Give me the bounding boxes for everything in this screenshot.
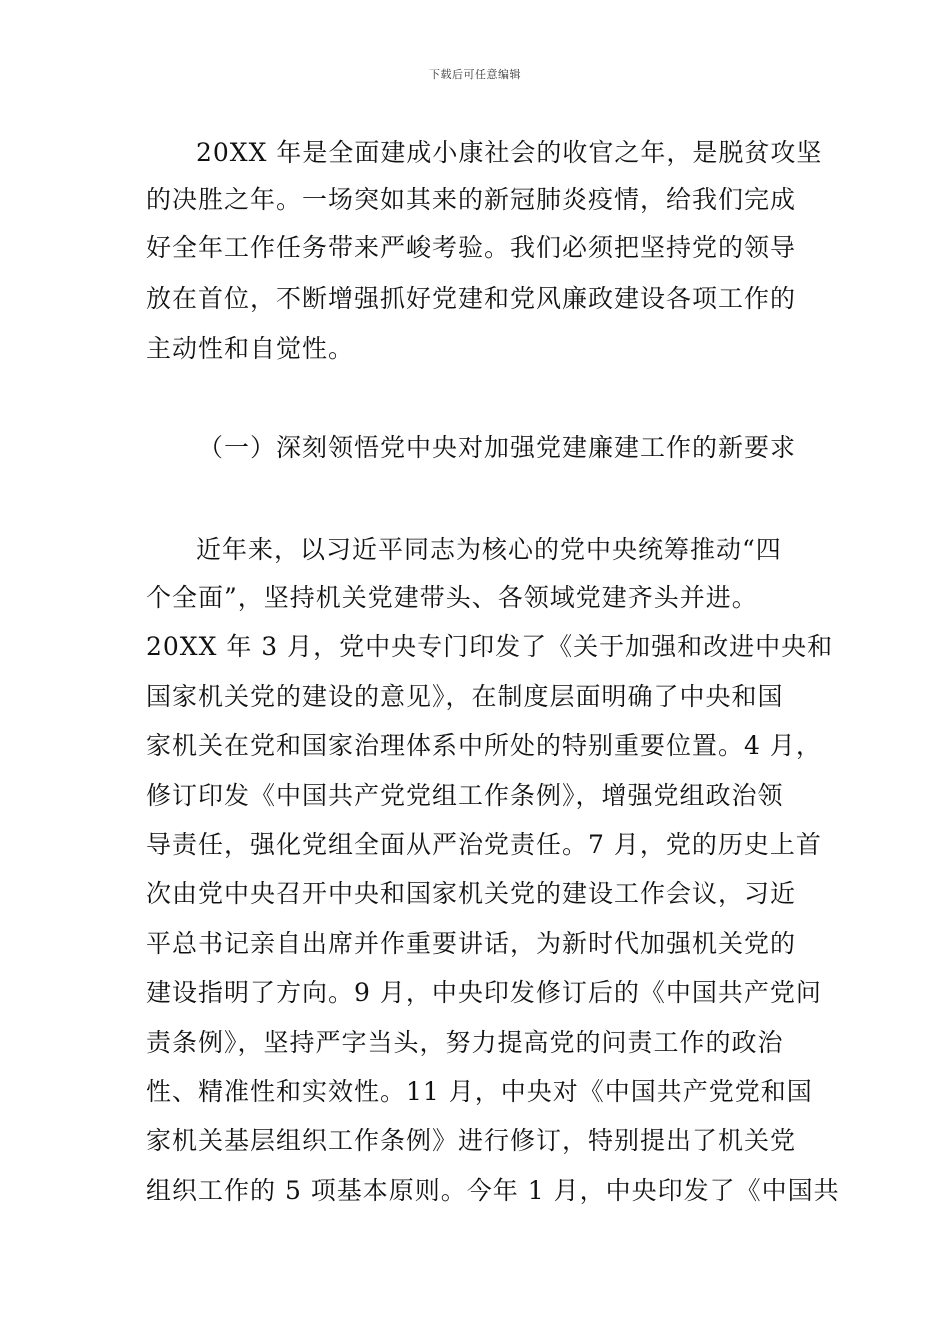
body-line-1: 近年来，以习近平同志为核心的党中央统筹推动“四 xyxy=(196,535,782,564)
body-line-5: 家机关在党和国家治理体系中所处的特别重要位置。4 月， xyxy=(146,731,822,760)
body-line-6: 修订印发《中国共产党党组工作条例》，增强党组政治领 xyxy=(146,781,784,810)
intro-line-1: 20XX 年是全面建成小康社会的收官之年，是脱贫攻坚 xyxy=(196,138,823,167)
body-line-12: 性、精准性和实效性。11 月，中央对《中国共产党党和国 xyxy=(146,1077,813,1106)
intro-line-2: 的决胜之年。一场突如其来的新冠肺炎疫情，给我们完成 xyxy=(146,185,797,214)
intro-line-5: 主动性和自觉性。 xyxy=(146,334,355,363)
body-line-8: 次由党中央召开中央和国家机关党的建设工作会议，习近 xyxy=(146,879,797,908)
intro-line-3: 好全年工作任务带来严峻考验。我们必须把坚持党的领导 xyxy=(146,233,797,262)
body-line-13: 家机关基层组织工作条例》进行修订，特别提出了机关党 xyxy=(146,1126,797,1155)
body-line-14: 组织工作的 5 项基本原则。今年 1 月，中央印发了《中国共 xyxy=(146,1176,840,1205)
body-line-3: 20XX 年 3 月，党中央专门印发了《关于加强和改进中央和 xyxy=(146,632,834,661)
body-line-11: 责条例》，坚持严字当头，努力提高党的问责工作的政治 xyxy=(146,1028,784,1057)
body-line-9: 平总书记亲自出席并作重要讲话，为新时代加强机关党的 xyxy=(146,929,797,958)
header-note: 下载后可任意编辑 xyxy=(429,68,521,81)
section-heading: （一）深刻领悟党中央对加强党建廉建工作的新要求 xyxy=(198,433,797,462)
intro-line-4: 放在首位，不断增强抓好党建和党风廉政建设各项工作的 xyxy=(146,284,797,313)
body-line-7: 导责任，强化党组全面从严治党责任。7 月，党的历史上首 xyxy=(146,830,822,859)
body-line-10: 建设指明了方向。9 月，中央印发修订后的《中国共产党问 xyxy=(146,978,822,1007)
body-line-4: 国家机关党的建设的意见》，在制度层面明确了中央和国 xyxy=(146,682,784,711)
body-line-2: 个全面”，坚持机关党建带头、各领域党建齐头并进。 xyxy=(146,583,758,612)
